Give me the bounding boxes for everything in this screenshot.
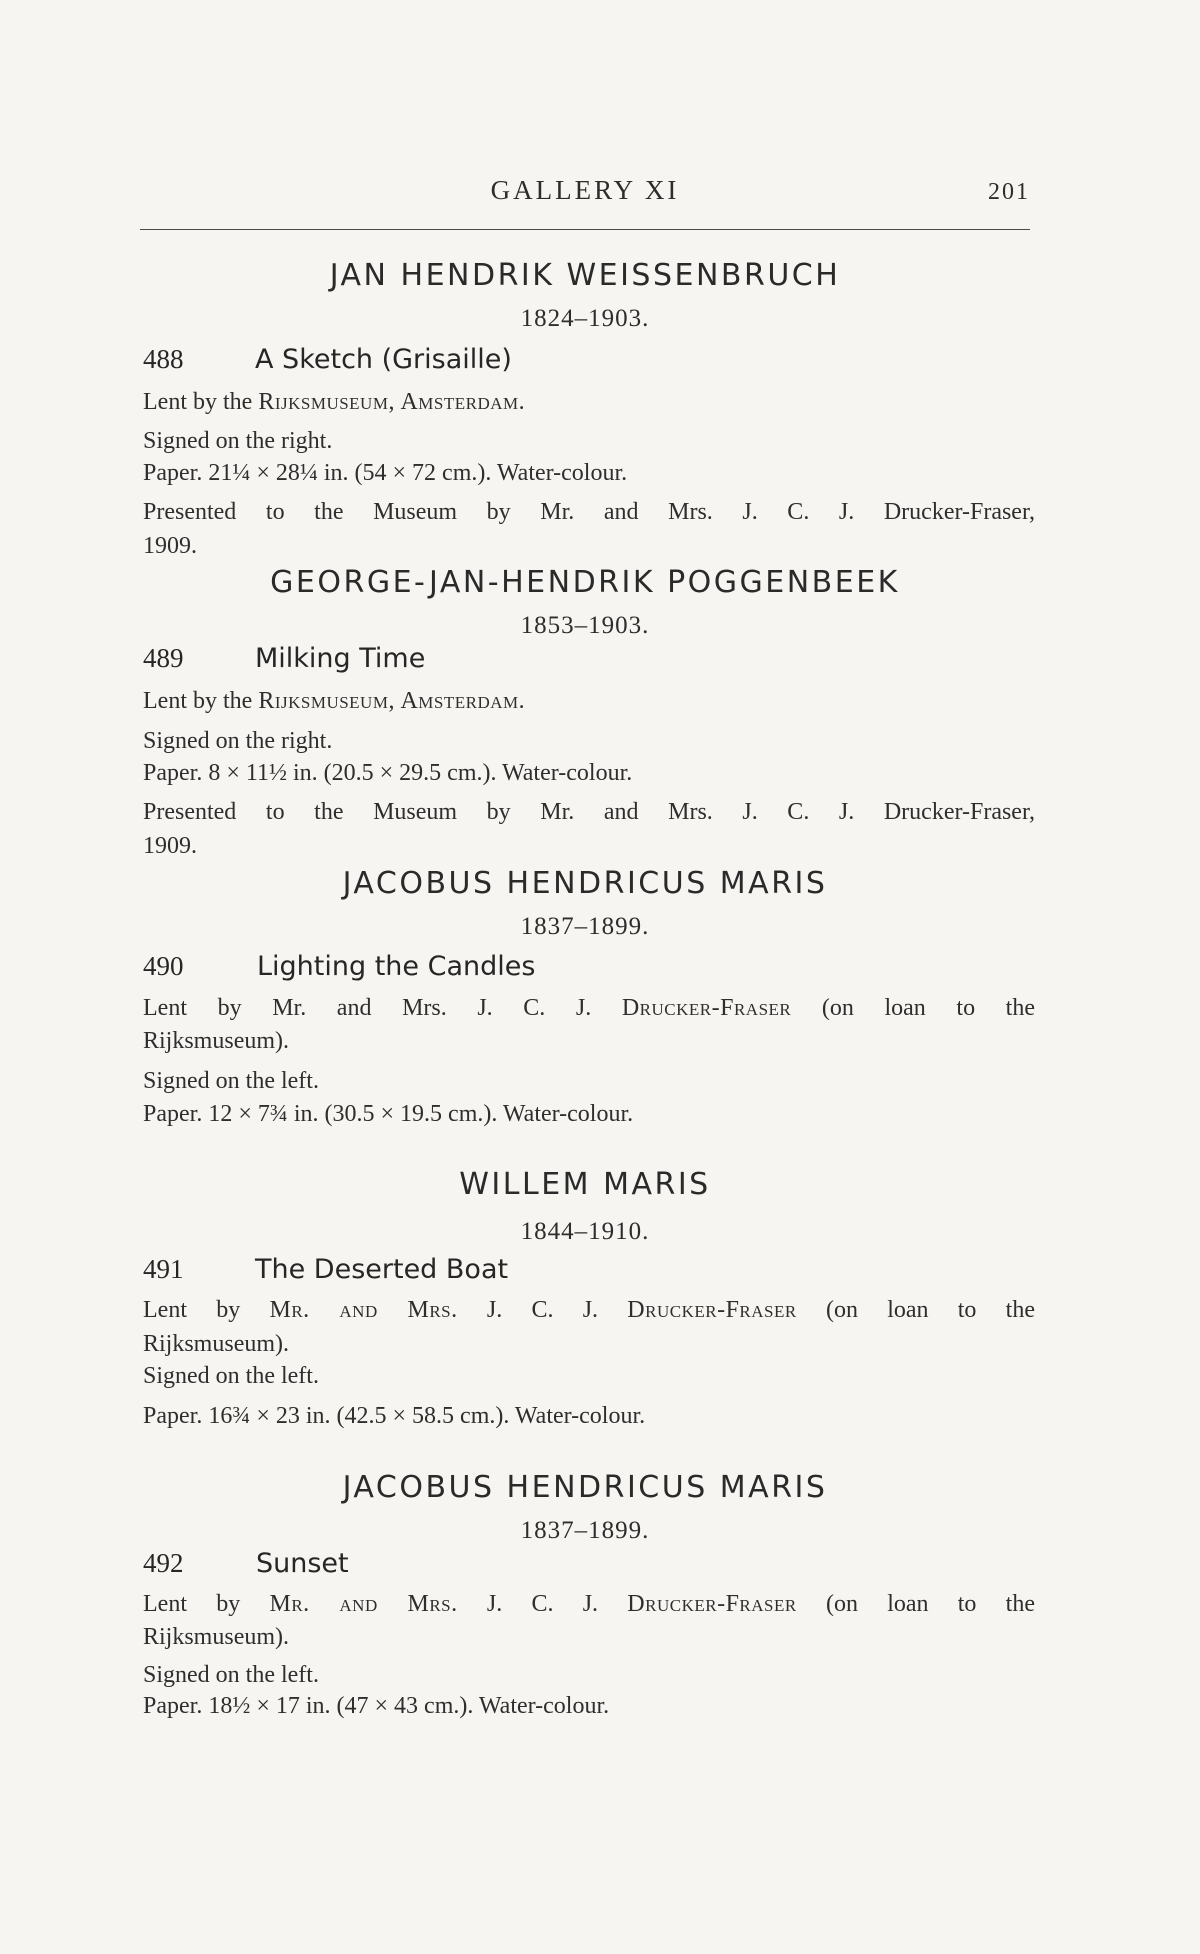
entry-title [143,643,425,674]
lender-names: Mr. and Mrs. [269,1591,458,1617]
catalogue-number: 492 [143,1548,184,1578]
catalogue-number: 490 [143,951,184,981]
entry-title [143,1548,349,1579]
lender-name: Drucker-Fraser [627,1297,797,1323]
catalogue-number: 491 [143,1254,184,1284]
lender-name: Drucker-Fraser [627,1591,797,1617]
header-rule [140,229,1030,230]
lender-name: Rijksmuseum [258,688,389,714]
artist-name: JACOBUS HENDRICUS MARIS [342,866,828,901]
signature-line: Signed on the right. [143,728,333,754]
lender-place: Amsterdam [400,688,519,714]
medium-line: Paper. 21¼ × 28¼ in. (54 × 72 cm.). Water-colour. [143,460,628,486]
medium-line: Paper. 16¾ × 23 in. (42.5 × 58.5 cm.). Water-colour. [143,1403,646,1429]
provenance-line: Presented to the Museum by Mr. and Mrs. J. C. J. Drucker-Fraser, [143,499,1035,525]
lender-line-continued: Rijksmuseum). [143,1331,290,1357]
signature-line: Signed on the right. [143,428,333,454]
lender-name: Rijksmuseum [258,389,389,415]
lender-prefix: Lent by the [143,389,259,415]
lender-mid: J. C. J. [457,1591,628,1617]
lender-suffix: (on loan to the [796,1591,1035,1617]
lender-prefix: Lent by [143,1591,270,1617]
medium-line: Paper. 8 × 11½ in. (20.5 × 29.5 cm.). Water-colour. [143,760,633,786]
lender-line [143,688,525,715]
artwork-title: Sunset [256,1548,349,1579]
medium-line: Paper. 18½ × 17 in. (47 × 43 cm.). Water-colour. [143,1693,610,1719]
signature-line: Signed on the left. [143,1662,319,1688]
provenance-year: 1909. [143,833,197,859]
lender-names: Mr. and Mrs. [269,1297,458,1323]
lender-line [143,995,1035,1022]
artist-dates: 1837–1899. [520,913,650,940]
medium-line: Paper. 12 × 7¾ in. (30.5 × 19.5 cm.). Water-colour. [143,1101,634,1127]
lender-place: Amsterdam [400,389,519,415]
lender-line [143,1591,1035,1618]
artist-dates: 1844–1910. [520,1218,650,1245]
lender-sep: , [388,389,401,415]
artist-dates: 1853–1903. [520,612,650,639]
lender-prefix: Lent by [143,1297,270,1323]
artist-dates: 1824–1903. [520,305,650,332]
entry-title [143,951,535,982]
catalogue-number: 489 [143,643,184,673]
lender-prefix: Lent by Mr. and Mrs. J. C. J. [143,995,622,1021]
lender-line [143,1297,1035,1324]
artist-name: JACOBUS HENDRICUS MARIS [342,1470,828,1505]
lender-mid: J. C. J. [457,1297,628,1323]
page-number: 201 [988,179,1030,205]
artwork-title: The Deserted Boat [255,1254,509,1285]
signature-line: Signed on the left. [143,1068,319,1094]
lender-prefix: Lent by the [143,688,259,714]
lender-suffix: (on loan to the [791,995,1035,1021]
lender-suffix: . [518,389,525,415]
lender-suffix: . [518,688,525,714]
signature-line: Signed on the left. [143,1363,319,1389]
artist-dates: 1837–1899. [520,1517,650,1544]
provenance-line: Presented to the Museum by Mr. and Mrs. J. C. J. Drucker-Fraser, [143,799,1035,825]
entry-title [143,344,512,375]
artist-name: GEORGE-JAN-HENDRIK POGGENBEEK [270,565,900,600]
gallery-title: GALLERY XI [490,175,680,205]
artist-name: JAN HENDRIK WEISSENBRUCH [329,258,841,293]
artwork-title: A Sketch (Grisaille) [255,344,512,375]
running-head [140,175,1030,215]
lender-line [143,389,525,416]
lender-name: Drucker-Fraser [621,995,792,1021]
entry-title [143,1254,508,1285]
provenance-year: 1909. [143,533,197,559]
lender-line-continued: Rijksmuseum). [143,1624,290,1650]
artist-name: WILLEM MARIS [459,1167,711,1202]
catalogue-number: 488 [143,344,184,374]
lender-line-continued: Rijksmuseum). [143,1028,290,1054]
artwork-title: Lighting the Candles [257,951,536,982]
lender-suffix: (on loan to the [796,1297,1035,1323]
artwork-title: Milking Time [255,643,426,674]
lender-sep: , [388,688,401,714]
